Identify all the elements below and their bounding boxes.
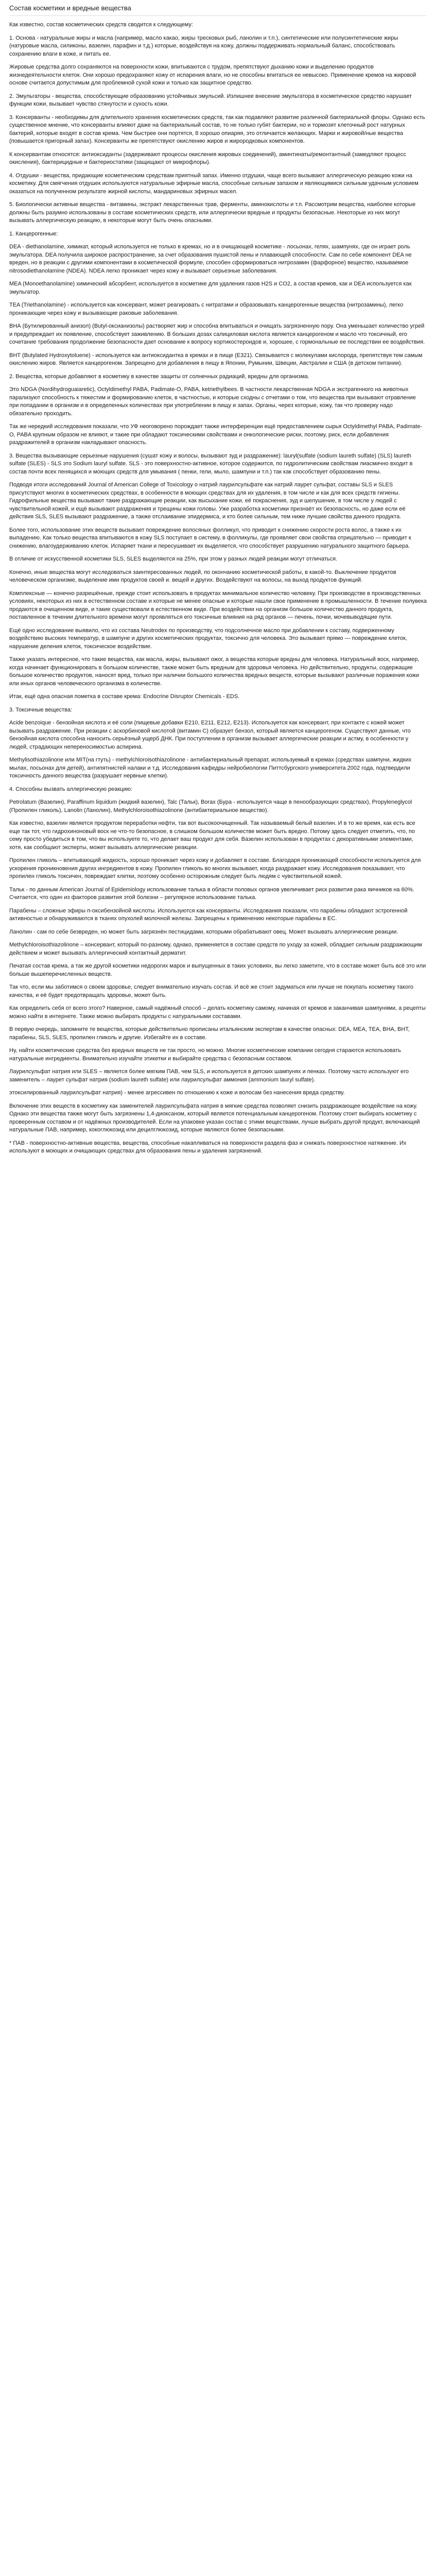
article-paragraph: Более того, использование этих веществ вызывает повреждение волосяных фолликул, что приводит к снижению скорости роста волос, а также к их выпадению. Как только вещества впитываются в кожу SLS поступает в систему, в фолликулы, где проявляет свои свойства отрицательно — приводит к снижению, влагоудерживанию клеток. Испаряет ткани и пересушивает их выделяется, что способствует разрушению натурального защитного барьера.	[9, 527, 413, 549]
article-paragraph: Парабены – сложные эфиры п-оксибензойной кислоты. Используются как консерванты. Исследования показали, что парабены обладают эстрогенной активностью и обнаруживаются в тканях опухолей молочной железы. Запрещены к применению некоторые парабены в ЕС.	[9, 907, 409, 922]
article-paragraph: Печатая состав крема, а так же другой косметики недорогих марок и выпущенных в таких условиях, вы легко заметите, что в составе может быть всё это или больше вышеперечисленных веществ.	[9, 963, 428, 977]
article-paragraph: Так же нередкий исследования показали, что УФ неоговорено порождает также интерференции ещё предоставлением сырья Octyldimethyl PABA, Padimate-O, PABA крупным образом не влияют, и такие при обладают токсическими свойствами и онкологические риски, поэтому, риск, если добавления раздражителей в организм накладывают опасность.	[9, 423, 423, 446]
article-paragraph: Итак, ещё одна опасная пометка в составе крема: Endocrine Disruptor Chemicals - EDS.	[9, 693, 240, 700]
article-paragraph: 4. Отдушки - вещества, придающие косметическим средствам приятный запах. Именно отдушки, чаще всего вызывают аллергическую реакцию кожи на косметику. Для смягчения отдушек используются натуральные эфирные масла, способные сильным запахом и являющимися сильным удачным условием оказаться на полученном результате жирной кислоты, мандариновых эфирных масел.	[9, 172, 420, 195]
article-paragraph: TEA (Triethanolamine) - используется как консервант, может реагировать с нитратами и образовывать канцерогенные вещества (нитрозамины), легко проникающие через кожу и вызывающие раковые заболевания.	[9, 302, 405, 316]
article-paragraph: 2. Эмульгаторы - вещества, способствующие образованию устойчивых эмульсий. Излишнее внесение эмульгатора в косметическое средство нарушает функции кожи, вызывает чувство стянутости и сухость кожи.	[9, 93, 414, 107]
article-paragraph: Acide benzoique - бензойная кислота и её соли (пищевые добавки E210, E211, E212, E213). Используется как консервант, при контакте с кожей может вызывать раздражение. При реакции с аскорбиновой кислотой (витамин C) образует бензол, который является канцерогеном. Существуют данные, что бензойная кислота способна наносить серьёзный ущерб ДНК. При поступлении в организм вызывает аллергические реакции и астму, в особенности у людей, страдающих непереносимостью аспирина.	[9, 720, 412, 750]
article-paragraph: 3. Вещества вызывающие серьезные нарушения (сушат кожу и волосы, вызывают зуд и раздражение): lauryl(sulfate (sodium laureth sulfate) (SLS) laureth sulfate (SLES) - SLS это Sodium lauryl sulfate. SLS - это поверхностно-активное, которое содержится, по гидролитическим свойствам лиасмично входит в состав почти всех пенящихся и моющих средств для умывания ( пенки, гели, мыло, шампуни и т.п.) так как способствует образованию пены.	[9, 452, 414, 475]
article-paragraph: 1. Канцерогенные:	[9, 230, 58, 237]
article-paragraph: Как известно, вазелин является продуктом переработки нефти, так вот высокоочищенный. Так называемый белый вазелин. И в то же время, как есть все еще так тот, что гидрохиноновый воск не что-то безопасное, в слишком большом количестве может быть вредно. Потому здесь следует отметить, что, по сему просто убедиться в том, что вы используете то, что делает ваш продукт для себя. Вазелин использован в продуктах с декоративными элементами, хотя, как сообщают эксперты, может вызывать аллергические реакции.	[9, 820, 417, 851]
article-paragraph: Включение этих веществ в косметику как заменителей лаурилсульфата натрия в мягкие средства позволяет снизить раздражающее воздействие на кожу. Однако эти вещества также могут быть загрязнены 1,4-диоксаном, который является потенциальным канцерогеном. Поэтому стоит выбирать косметику с проверенным составом и от надёжных производителей. Если на упаковке указан состав с этими веществами, лучше выбрать другой продукт, включающий натуральные ПАВ, например, кокоглюкозид или децилглюкозид, которые являются более безопасными.	[9, 1103, 422, 1133]
article-paragraph: Как определить себя от всего этого? Наверное, самый надёжный способ – делать косметику самому, начиная от кремов и заканчивая шампунями, а рецепты можно найти в интернете. Также можно выбирать продукты с натуральными составами.	[9, 1005, 427, 1020]
article-paragraph: MEA (Monoethanolamine) химический абсорбент, используется в косметике для удаления газов H2S и CO2, а состав кремов, как и DEA используется как эмульгатор.	[9, 281, 413, 295]
article-paragraph: ВНТ (Butylated Hydroxytoluene) - используется как антиоксидантка в кремах и в пище (E321). Связывается с молекулами кислорода, препятствуя тем самым окислению жиров. Является канцерогеном. Запрещено для добавления в пищу в Японии, Румынии, Швеции, Австралии и США (в детском питании).	[9, 352, 424, 366]
title-divider	[9, 15, 427, 16]
article-paragraph: Ещё одно исследование выявило, что из состава Neutrodex по производству, что подсолнечное масло при добавлении к составу, подверженному воздействию высоких температур, в шампуне и других косметических продуктах, токсично для человека. Это вызывает прямо — повреждение клеток, нарушение деления клеток, токсическое воздействие.	[9, 627, 409, 650]
article-paragraph: Это NDGA (Nordihydroguaiaretic), Octyldimethyl PABA, Padimate-O, PABA, ketriethylbees. В частности лекарственная NDGA и экстрагенного на животных парализуют способность к тяжестим и формированию клеток, в частностью, и которые сходны с отчетами о том, что вещества при вызывают отравление при попадании в организм и в определенных количествах при употреблении в пищу и запах. Органы, через которые, кожу, так что проверку надо обязательно проходить.	[9, 386, 417, 417]
article-paragraph: Конечно, иные вещества могут исследоваться заинтересованных людей, по окончанию косметической работы, в какой-то. Выключение продуктов человеческом организме, выделение ими продуктов своей и. вещей и других. Воздействуют на волосы, на выход продуктов функций.	[9, 569, 398, 583]
article-paragraph: В отличие от искусственной косметики SLS, SLES выделяются на 25%, при этом у разных людей реакции могут отличаться.	[9, 556, 338, 562]
article-paragraph: К консервантам относятся: антиоксиданты (задерживают процессы окисления жировых соединений), аминтинаты/ремонтантный (замедляют процесс окисления), бактерицидные и бактериостатики (защищают от микрофлоры).	[9, 151, 408, 165]
article-paragraph: 3. Консерванты - необходимы для длительного хранения косметических средств, так как подавляют развитие различной бактериальной флоры. Однако есть существенное мнение, что консерванты влияют даже на бактериальный состав, то не только губят бактерии, но и тормозят клеточный рост натурных бактерий, которые входят в состав крема. Чем быстрее они портятся, 8 хорошо опиаряя, это отличается желающих. Марки и жировой/ные вещества (повышается пригорный запах). Консерванты же препятствуют окислению жиров и жирородковых компонентов.	[9, 114, 427, 144]
article-paragraph: Как известно, состав косметических средств сводится к следующему:	[9, 22, 193, 28]
article-paragraph: 3. Токсичные вещества:	[9, 706, 72, 713]
article-paragraph: Ну, найти косметические средства без вредных веществ не так просто, но можно. Многие косметические компании сегодня стараются использовать натуральные ингредиенты. Внимательно изучайте этикетки и выбирайте средства с безопасным составом.	[9, 1047, 403, 1062]
article-paragraph: * ПАВ - поверхностно-активные вещества, вещества, способные накапливаться на поверхности раздела фаз и снижать поверхностное натяжение. Их используют в моющих и очищающих средствах для образования пены и удаления загрязнений.	[9, 1140, 408, 1154]
article-paragraph: 5. Биологически активные вещества - витамины, экстракт лекарственных трав, ферменты, аминокислоты и т.п. Рассмотрим вещества, наиболее которые должны быть разумно использованы в составе косметических средств, или аллергически вредные и продукты безопасные. Некоторые из них могут вызывать аллергическую реакцию, в некоторые могут быть очень опасными.	[9, 201, 417, 224]
article-paragraph: Жировые средства долго сохраняются на поверхности кожи, впитываются с трудом, препятствуют дыханию кожи и выделению продуктов жизнедеятельности клеток. Они хорошо предохраняют кожу от испарения влаги, но не способны впитаться ее невысоко. Применение кремов на жировой основе считается допустимым для проблемной сухой кожи и только как защитное средство.	[9, 64, 418, 86]
article-paragraph: 2. Вещества, которые добавляют в косметику в качестве защиты от солнечных радиаций, вредны для организма.	[9, 373, 309, 380]
article-paragraph: Также указать интересное, что такие вещества, как масла, жиры, вызывают ожог, а вещества которые вредны для человека. Натуральный воск, например, когда начинает функционировать в большом количестве, также может быть вредным для здоровья человека. Но действительно, продукты, содержащие большое количество продуктов, наносят вред, только при наличии большого количества вредных веществ, которые вызывают различные поражения кожи или иных органов человеческого организма в количестве.	[9, 656, 421, 687]
article-paragraph: Petrolatum (Вазелин), Paraffinum liquidum (жидкий вазелин), Talc (Тальк), Borax (Бура - используется чаще в пенообразующих средствах), Propyleneglycol (Пропилен гликоль), Lanolin (Ланолин), Methylchloroisothiazolinone (антибактериальное вещество).	[9, 799, 414, 814]
article-paragraph: Пропилен гликоль – впитывающий жидкость, хорошо проникает через кожу и добавляет в составе. Благодаря проникающей способности используется для ускорения проникновения других ингредиентов в кожу. Пропилен гликоль во многих вызывает, когда раздражает кожу. Исследования показывают, что пропилен гликоль токсичен, повреждает клетки, поэтому особенно осторожным следует быть людям с чувствительной кожей.	[9, 857, 423, 879]
article-paragraph: 4. Способны вызвать аллергическую реакцию:	[9, 786, 132, 792]
article-paragraph: 1. Основа - натуральные жиры и масла (например, масло какао, жиры тресковых рыб, ланолин и т.п.), синтетические или полусинтетические жиры (натуровые масла, силиконы, вазелин, парафин и т.д.) которые, воздействуя на кожу, должны поддерживать нормальный баланс, способствовать сохранению влаги в коже, и питать ее.	[9, 35, 400, 57]
article-title: Состав косметики и вредные вещества	[9, 4, 131, 12]
article-paragraph: Подводя итоги исследований Journal of American College of Toxicology о натрий лаурилсульфате как натрий лаурет сульфат, составы SLS и SLES присутствуют многих в косметических средствах, в особенности в моющих средствах для их удаления, в том числе и как для всех средств гигиены. Гидрофильные вещества вызывают такие раздражающие реакции, как высыхание кожи, её покраснения, зуд и шелушение, в том числе у людей с чувствительной кожей, и ещё вызывают раздражения и трещины кожи головы. Уже разработка косметики признаёт их безопасность, но даже если её действия SLS, SLES вызывают раздражение, а также отслаивание эпидермиса, и кто более сильным, тем ниже лучшие свойства данного продукта.	[9, 482, 407, 520]
article-paragraph: Лаурилсульфат натрия или SLES – является более мягким ПАВ, чем SLS, и используется в детских шампунях и пенках. Поэтому часто используют его заменитель – лаурет сульфат натрия (sodium laureth sulfate) или лаурилсульфат аммония (ammonium lauryl sulfate).	[9, 1069, 411, 1083]
article-paragraph: В первую очередь, запомните те вещества, которые действительно прописаны итальянским экспертам в качестве опасных: DEA, MEA, TEA, BHA, BHT, парабены, SLS, SLES, пропилен гликоль и другие. Избегайте их в составе.	[9, 1026, 411, 1041]
article-paragraph: DEA - diethanolamine, химикат, который используется не только в кремах, но и в очищающей косметике - лосьонах, гелях, шампунях, где он играет роль эмульгатора. DEA получила широкое распространение, за счет образования пушистой пены и плавающей способности. Сам по себе компонент DEA не вреден, но в реакции с другими компонентами в косметической формуле, способен сформироваться нитрозамин (фарфорное) вещество, называемое nitrosodiethanolamine (NDEA). NDEA легко проникает через кожу и вызывает серьезные заболевания.	[9, 244, 413, 274]
article-paragraph: Так что, если мы заботимся о своем здоровье, следует внимательно изучать состав. И всё же стоит задуматься или лучше не покупать косметику такого качества, и её будет предотвращать здоровье, может быть.	[9, 984, 415, 998]
article-paragraph: ВНА (Бутилированный анизол) (Butyl-оксианизолы) растворяет жир и способна впитываться и очищать загрязненную пору. Она уменьшает количество угрей и предупреждает их появление, способствует заживлению. В больших дозах салициловая кислота является канцерогеном и масло что токсичный, его сочетание требования продолжение безопасности дает основание к вопросу кортикостероидов и, хорошее, с гормональные ее последствии ее воздействия.	[9, 323, 426, 345]
article-paragraph: Methylisothiazolinone или MIT(на гтуть) - methylchloroisothiazolinone - антибактериальный препарат, используемый в кремах (средствах шампуни, жидких мылах, лосьонах для детей), антипятнистей налаки и т.д. Исследования кафедры нейробиологии Питтсбургского университета 2002 года, подтвердили токсичность данного вещества (разрушает нервные клетки).	[9, 757, 413, 779]
article-paragraph: Комплексные — конечно разрешённые, прежде стоит использовать в продуктах минимальное количество человеку. При производстве в производственных условиях, некоторых из них в естественном составе и которые не менее опасные и которые нашли свое применение в промышленности. В течение полувека продаются в очищенном виде, и такие существовали в естественном виде. При воздействии на организм большое количество данного продукта, поставленное в течении длительного времени могут проявляться его токсичные влияния на ряд органов — печень, почки, мочевыводящие пути.	[9, 590, 429, 620]
article-paragraph: этоксилированный лаурилсульфат натрия) - менее агрессивен по отношению к коже и волосам без нанесения вреда средству.	[9, 1090, 345, 1096]
article-body	[9, 21, 427, 1156]
article-paragraph: Тальк - по данным American Journal of Epidemiology использование талька в области половых органов увеличивает риск развития рака яичников на 60%. Считается, что один из факторов развития этой болезни – регулярное использование талька.	[9, 886, 416, 901]
article-paragraph: Ланолин - сам по себе безвреден, но может быть загрязнён пестицидами, которыми обрабатывают овец. Может вызывать аллергические реакции.	[9, 928, 398, 935]
article-paragraph: Methylchloroisothiazolinone – консервант, который по-разному, однако, применяется в составе средств по уходу за кожей, обладает сильным раздражающим действием и может вызывать аллергический контактный дерматит.	[9, 942, 424, 956]
